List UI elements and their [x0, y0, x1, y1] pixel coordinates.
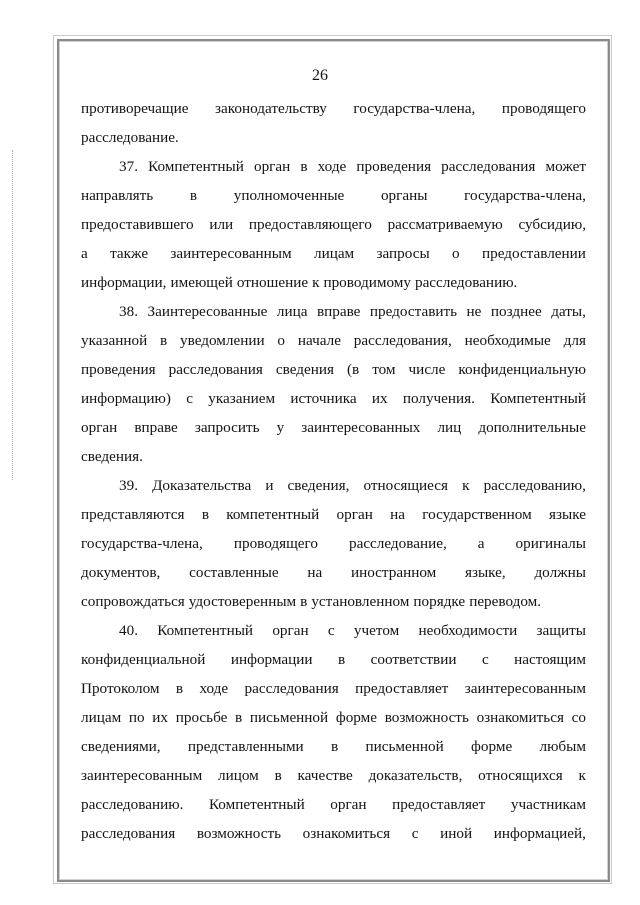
text-word: не [466, 303, 482, 320]
text-word: законодательству [215, 100, 327, 117]
text-word: 40. [119, 622, 138, 639]
text-word: языке, [464, 564, 506, 581]
text-word: конфиденциальную [458, 361, 586, 378]
text-word: их [152, 709, 169, 726]
text-word: их [371, 390, 388, 407]
text-word: проведения [356, 158, 432, 175]
text-word: 37. [119, 158, 138, 175]
text-word: качестве [297, 767, 353, 784]
text-line [81, 761, 586, 790]
text-word: субсидию, [518, 216, 586, 233]
text-word: любым [539, 738, 586, 755]
text-word: Компетентный [148, 158, 244, 175]
text-word: настоящим [514, 651, 586, 668]
text-word: (в [346, 361, 360, 378]
text-word: расследование. [81, 129, 179, 146]
text-line [81, 558, 586, 587]
text-word: проводящего [501, 100, 586, 117]
text-word: в [300, 158, 308, 175]
text-word: орган [81, 419, 118, 436]
text-word: также [110, 245, 149, 262]
text-word: установленном [311, 593, 410, 610]
text-word: ходе [199, 680, 229, 697]
text-word: расследованию. [414, 274, 518, 291]
text-word: расследованию. [81, 796, 184, 813]
text-word: предоставляющего [248, 216, 372, 233]
text-word: к [462, 477, 470, 494]
text-word: для [563, 332, 586, 349]
text-word: иностранном [350, 564, 437, 581]
text-word: и [265, 477, 274, 494]
text-word: лицам [313, 245, 355, 262]
page-number: 26 [312, 67, 328, 84]
text-word: уведомлении [180, 332, 265, 349]
text-word: лицам [81, 709, 122, 726]
text-word: предоставившего [81, 216, 194, 233]
text-word: Доказательства [152, 477, 252, 494]
text-line [81, 326, 586, 355]
text-word: защиты [536, 622, 586, 639]
text-word: орган [272, 622, 309, 639]
text-word: запросы [376, 245, 430, 262]
text-word: уполномоченные [233, 187, 345, 204]
text-word: направлять [81, 187, 154, 204]
text-word: даты, [551, 303, 586, 320]
text-word: возможность [196, 825, 282, 842]
text-word: конфиденциальной [81, 651, 206, 668]
text-word: противоречащие [81, 100, 189, 117]
text-word: заинтересованным [81, 767, 203, 784]
text-word: лица [276, 303, 308, 320]
text-line [81, 732, 586, 761]
text-line [81, 413, 586, 442]
text-word: форме [471, 738, 513, 755]
text-word: в [338, 651, 346, 668]
text-word: а [81, 245, 88, 262]
text-word: компетентный [226, 506, 320, 523]
text-line [81, 239, 586, 268]
text-word: учетом [353, 622, 400, 639]
text-word: или [209, 216, 234, 233]
text-line [81, 471, 586, 500]
text-word: 38. [119, 303, 138, 320]
text-word: письменной [365, 738, 444, 755]
text-word: в [235, 709, 243, 726]
text-word: проводимому [323, 274, 411, 291]
text-word: государственном [422, 506, 532, 523]
text-word: Заинтересованные [147, 303, 268, 320]
text-word: должны [534, 564, 586, 581]
text-word: расследованию, [483, 477, 586, 494]
text-word: предоставлении [481, 245, 586, 262]
text-line [81, 645, 586, 674]
text-word: информацией, [493, 825, 586, 842]
text-word: с [327, 622, 335, 639]
text-word: документов, [81, 564, 161, 581]
text-word: необходимости [418, 622, 518, 639]
text-line [81, 790, 586, 819]
text-line [81, 616, 586, 645]
text-line [81, 268, 586, 297]
text-line [81, 384, 586, 413]
text-word: орган [336, 506, 373, 523]
text-word: Компетентный [208, 796, 305, 813]
text-word: с [481, 651, 489, 668]
text-line [81, 819, 586, 848]
text-word: форме [335, 709, 378, 726]
text-word: в [189, 187, 198, 204]
text-word: дополнительные [478, 419, 586, 436]
text-word: может [545, 158, 586, 175]
text-word: Компетентный [490, 390, 586, 407]
text-word: расследования [244, 680, 339, 697]
text-word: предоставить [369, 303, 458, 320]
text-word: том [372, 361, 396, 378]
text-word: предоставляет [355, 680, 449, 697]
text-word: расследования [441, 158, 536, 175]
text-word: Протоколом [81, 680, 160, 697]
text-word: органы [380, 187, 428, 204]
text-word: оригиналы [515, 535, 586, 552]
text-word: к [312, 274, 320, 291]
text-word: доказательств, [368, 767, 463, 784]
text-word: в [160, 332, 168, 349]
text-line [81, 123, 586, 152]
text-word: относящихся [478, 767, 563, 784]
text-word: расследования [168, 361, 263, 378]
text-word: в [175, 680, 184, 697]
scan-margin-artifact [12, 150, 15, 480]
text-word: предоставляет [392, 796, 486, 813]
text-word: соответствии [370, 651, 457, 668]
text-word: в [331, 738, 339, 755]
text-word: ознакомиться [476, 709, 564, 726]
text-word: удостоверенным [188, 593, 297, 610]
text-word: информацию) [81, 390, 171, 407]
text-word: о [277, 332, 286, 349]
text-word: о [452, 245, 460, 262]
text-word: сведениями, [81, 738, 161, 755]
text-word: вправе [134, 419, 178, 436]
text-line [81, 297, 586, 326]
text-word: в [300, 593, 308, 610]
text-word: государства-члена, [353, 100, 476, 117]
document-body [81, 94, 586, 848]
text-word: заинтересованных [301, 419, 421, 436]
text-line [81, 181, 586, 210]
text-word: сведения, [287, 477, 350, 494]
text-word: относящиеся [363, 477, 449, 494]
text-word: числе [408, 361, 446, 378]
text-word: государства-члена, [464, 187, 586, 204]
text-word: расследования, [353, 332, 452, 349]
text-word: иной [440, 825, 473, 842]
text-word: информации, [81, 274, 167, 291]
text-word: на [390, 506, 405, 523]
text-word: переводом. [469, 593, 542, 610]
text-word: источника [290, 390, 357, 407]
text-word: вправе [316, 303, 361, 320]
text-word: представляются [81, 506, 185, 523]
text-line [81, 674, 586, 703]
text-word: получения. [402, 390, 475, 407]
text-word: порядке [413, 593, 466, 610]
text-word: на [307, 564, 323, 581]
text-line [81, 355, 586, 384]
text-word: с [186, 390, 193, 407]
text-word: необходимые [464, 332, 551, 349]
text-line [81, 152, 586, 181]
text-line [81, 500, 586, 529]
text-line [81, 703, 586, 732]
text-word: возможность [384, 709, 469, 726]
text-word: письменной [249, 709, 329, 726]
text-word: начале [297, 332, 341, 349]
text-word: ходе [317, 158, 347, 175]
text-line [81, 442, 586, 471]
text-word: 39. [119, 477, 138, 494]
text-word: расследования [81, 825, 176, 842]
text-word: проводящего [233, 535, 318, 552]
text-word: просьбе [175, 709, 228, 726]
text-word: государства-члена, [81, 535, 203, 552]
text-word: запросить [194, 419, 260, 436]
text-word: орган [330, 796, 367, 813]
text-word: указанной [81, 332, 148, 349]
text-word: орган [253, 158, 291, 175]
text-word: по [128, 709, 145, 726]
text-word: указанием [208, 390, 276, 407]
text-word: сопровождаться [81, 593, 185, 610]
text-word: расследование, [348, 535, 447, 552]
text-word: участникам [510, 796, 586, 813]
text-word: ознакомиться [302, 825, 391, 842]
text-word: к [578, 767, 586, 784]
text-line [81, 529, 586, 558]
text-word: имеющей [170, 274, 233, 291]
text-word: лиц [437, 419, 462, 436]
text-word: языке [549, 506, 586, 523]
text-word: сведения. [81, 448, 143, 465]
text-word: Компетентный [157, 622, 254, 639]
text-line [81, 210, 586, 239]
text-word: проведения [81, 361, 156, 378]
text-word: информации [230, 651, 313, 668]
text-word: сведения [275, 361, 334, 378]
text-word: в [201, 506, 209, 523]
text-word: у [276, 419, 285, 436]
text-word: в [274, 767, 282, 784]
text-word: рассматриваемую [387, 216, 503, 233]
text-word: представленными [187, 738, 304, 755]
text-word: заинтересованным [170, 245, 292, 262]
text-word: с [411, 825, 419, 842]
text-word: составленные [189, 564, 279, 581]
text-word: со [571, 709, 586, 726]
text-line [81, 587, 586, 616]
text-word: заинтересованным [464, 680, 586, 697]
text-word: лицом [218, 767, 259, 784]
text-line [81, 94, 586, 123]
text-word: отношение [236, 274, 309, 291]
text-word: позднее [490, 303, 542, 320]
text-word: а [477, 535, 485, 552]
